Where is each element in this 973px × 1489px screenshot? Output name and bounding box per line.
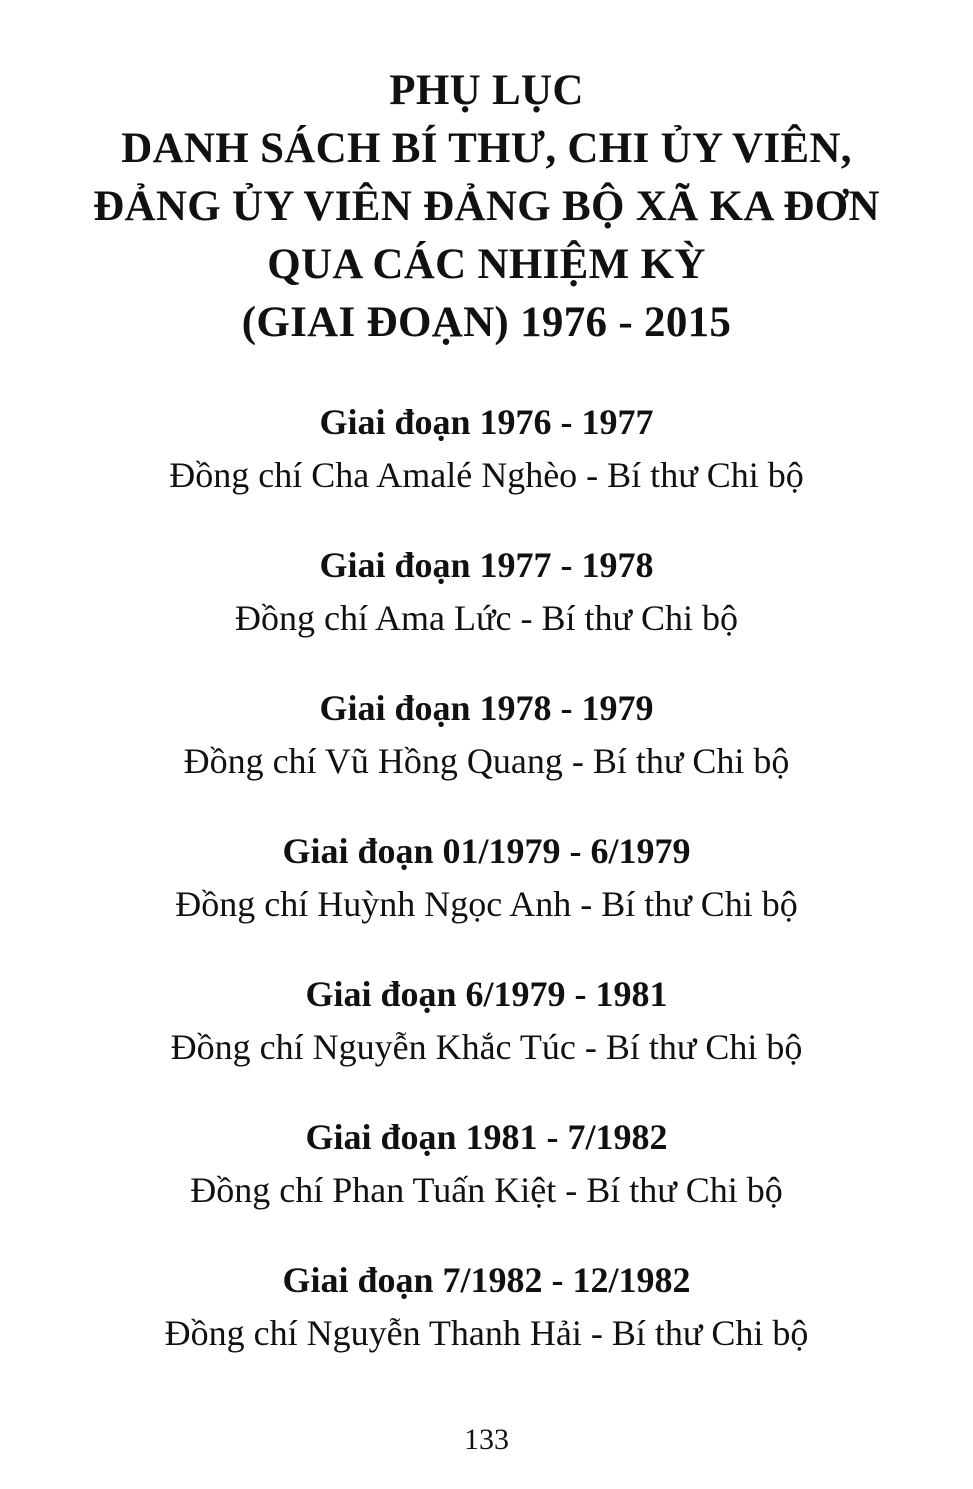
period-heading: Giai đoạn 1977 - 1978: [319, 545, 654, 585]
period-heading: Giai đoạn 7/1982 - 12/1982: [282, 1260, 691, 1300]
secretary-name: Đồng chí Phan Tuấn Kiệt - Bí thư Chi bộ: [190, 1170, 783, 1210]
secretary-name: Đồng chí Ama Lức - Bí thư Chi bộ: [235, 598, 738, 638]
list-item: [0, 825, 973, 968]
list-item: [0, 968, 973, 1111]
secretary-name: Đồng chí Huỳnh Ngọc Anh - Bí thư Chi bộ: [175, 884, 798, 924]
heading-line-4: (GIAI ĐOẠN) 1976 - 2015: [241, 299, 732, 346]
secretary-name: Đồng chí Nguyễn Khắc Túc - Bí thư Chi bộ: [170, 1027, 803, 1067]
list-item: [0, 539, 973, 682]
list-item: [0, 396, 973, 539]
period-heading: Giai đoạn 6/1979 - 1981: [305, 974, 668, 1014]
secretary-name: Đồng chí Vũ Hồng Quang - Bí thư Chi bộ: [183, 741, 790, 781]
page-number: 133: [464, 1423, 509, 1456]
period-heading: Giai đoạn 1978 - 1979: [319, 688, 654, 728]
list-item: [0, 1111, 973, 1254]
period-heading: Giai đoạn 1981 - 7/1982: [305, 1117, 668, 1157]
list-item: [0, 1254, 973, 1397]
secretary-name: Đồng chí Nguyễn Thanh Hải - Bí thư Chi bộ: [164, 1313, 809, 1353]
appendix-label: PHỤ LỤC: [389, 67, 584, 114]
period-heading: Giai đoạn 1976 - 1977: [319, 402, 654, 442]
heading-line-3: QUA CÁC NHIỆM KỲ: [267, 241, 706, 288]
secretary-name: Đồng chí Cha Amalé Nghèo - Bí thư Chi bộ: [169, 455, 804, 495]
list-item: [0, 682, 973, 825]
heading-line-1: DANH SÁCH BÍ THƯ, CHI ỦY VIÊN,: [121, 125, 852, 172]
secretary-list: [0, 396, 973, 1397]
period-heading: Giai đoạn 01/1979 - 6/1979: [282, 831, 691, 871]
heading-line-2: ĐẢNG ỦY VIÊN ĐẢNG BỘ XÃ KA ĐƠN: [93, 183, 880, 230]
appendix-heading: [0, 62, 973, 352]
